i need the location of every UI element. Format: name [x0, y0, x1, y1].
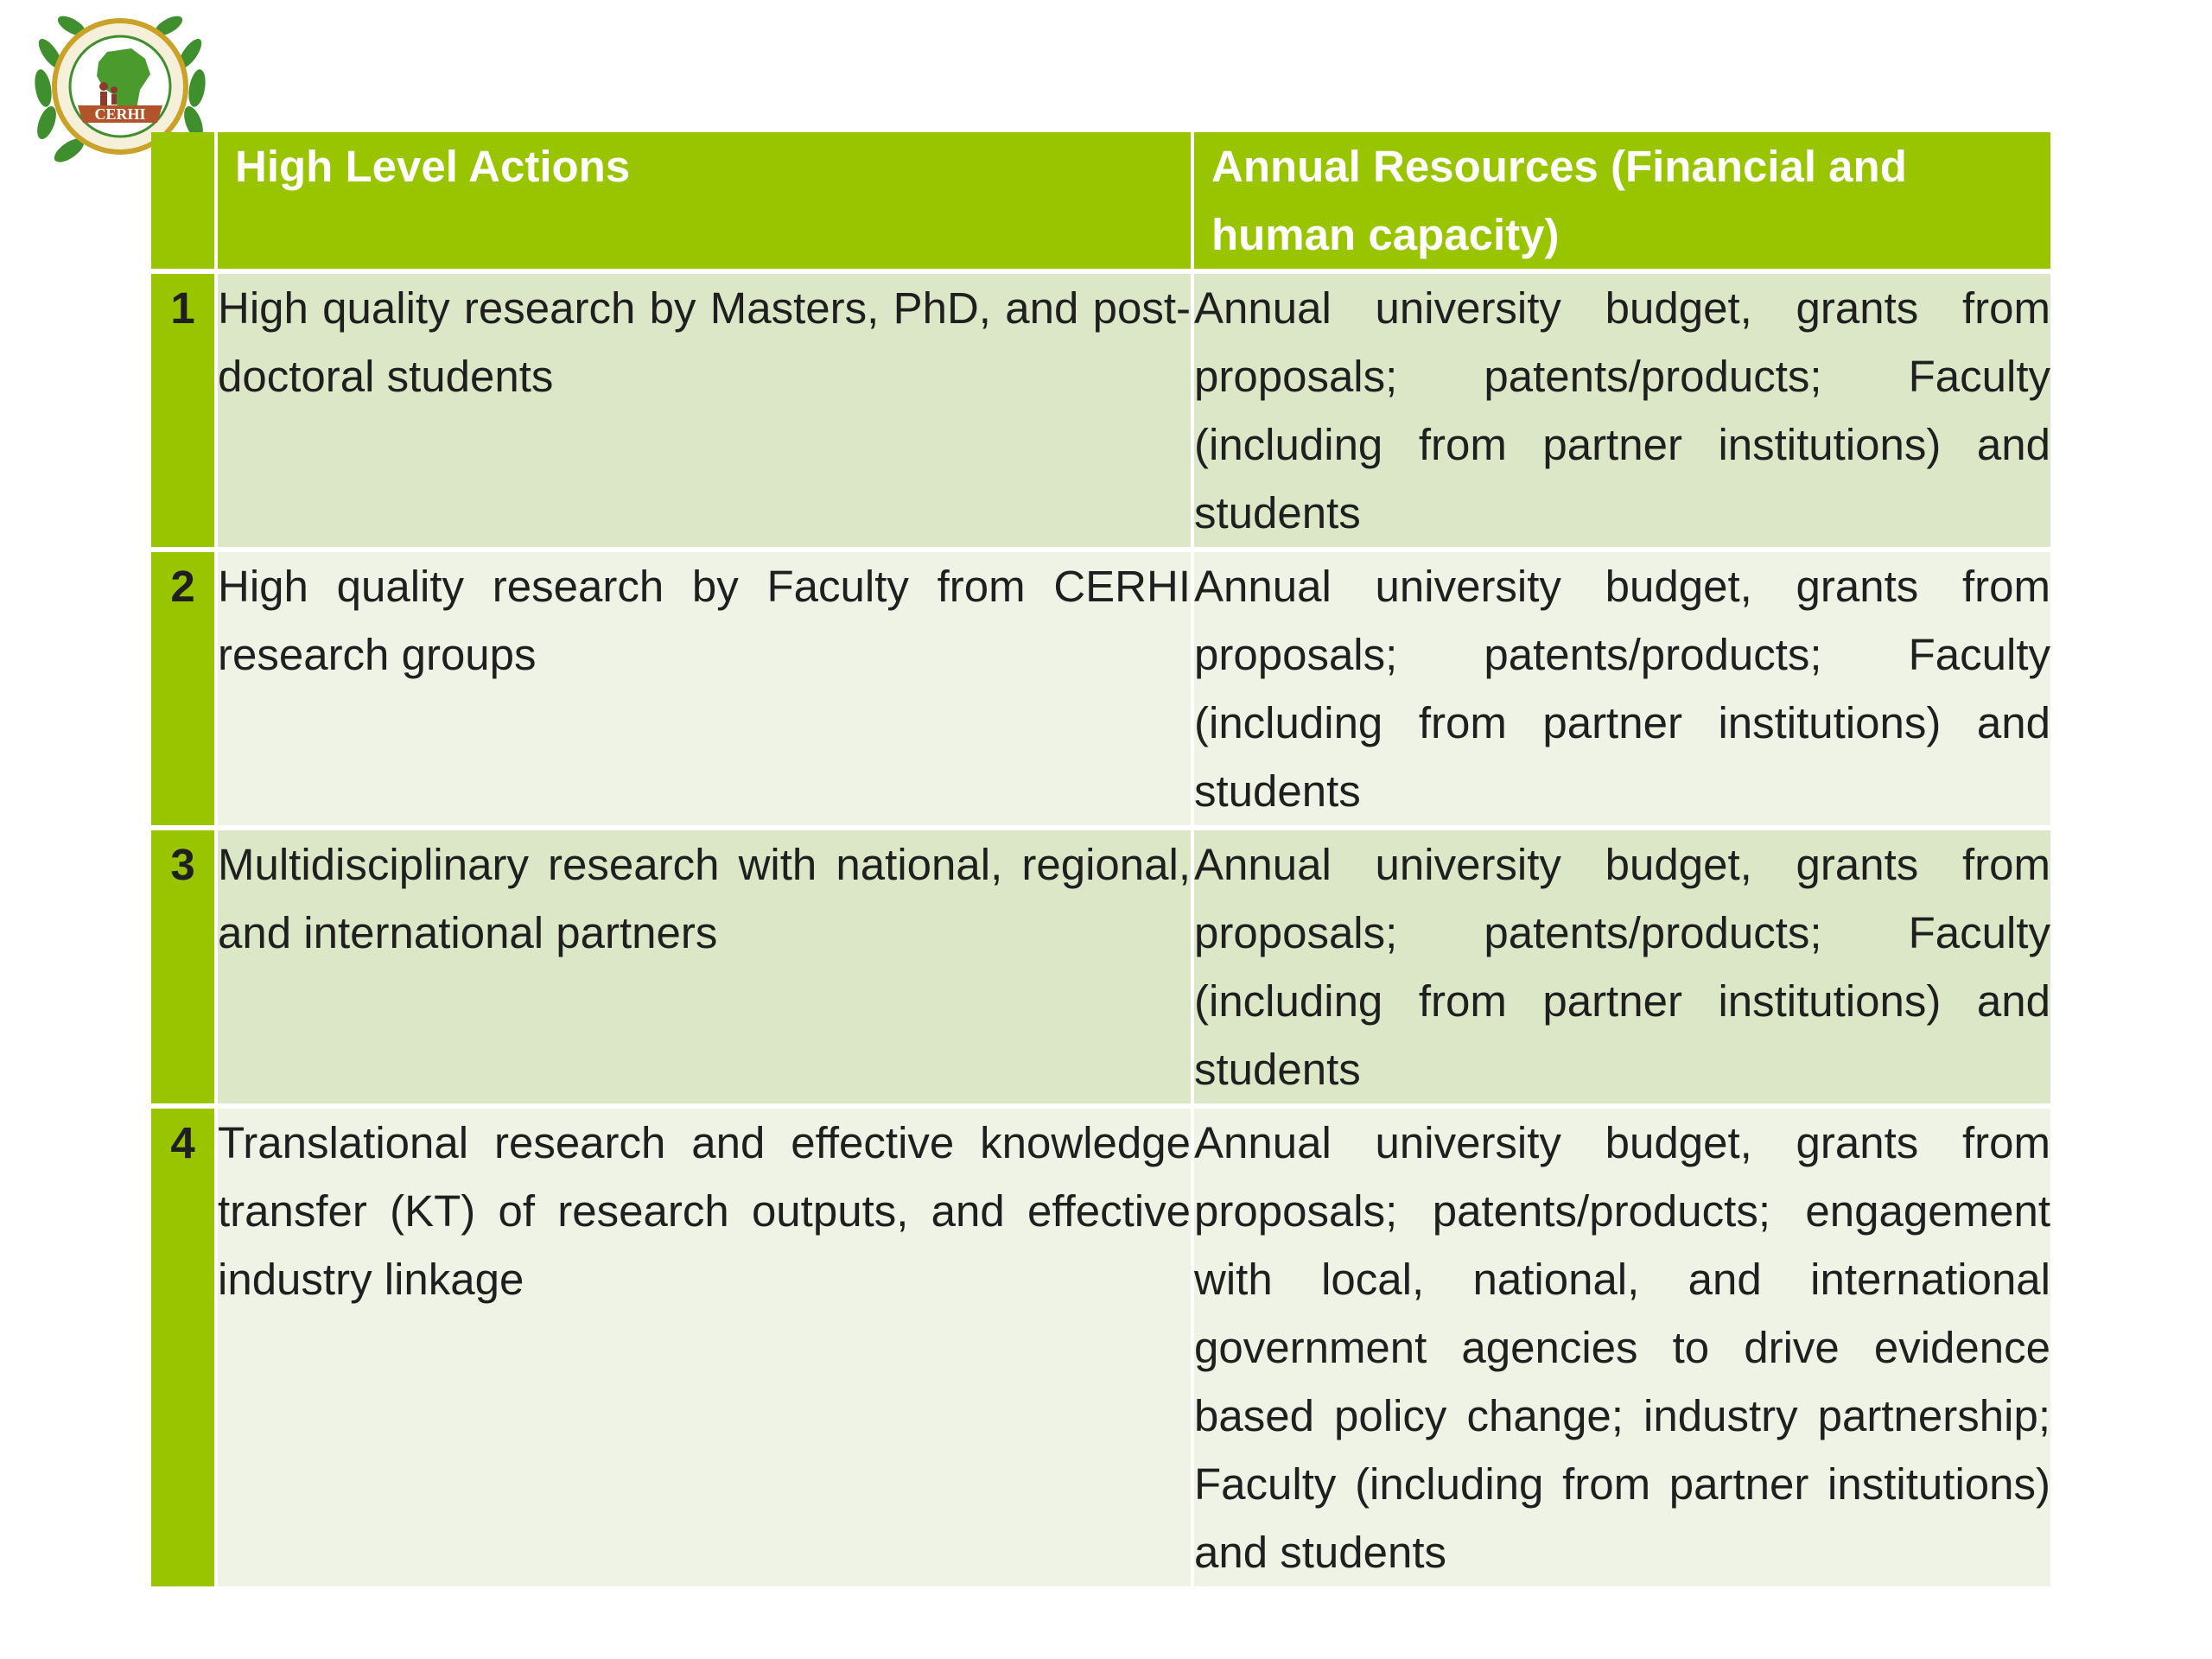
- row-number: 1: [151, 269, 218, 547]
- header-resources: Annual Resources (Financial and human capacity): [1194, 132, 2050, 269]
- row-number: 2: [151, 547, 218, 825]
- action-cell: High quality research by Faculty from CERHI research groups: [218, 547, 1194, 825]
- action-cell: Translational research and effective knowledge transfer (KT) of research outputs, and effective industry linkage: [218, 1103, 1194, 1586]
- table-header-row: [151, 132, 2050, 269]
- header-actions: High Level Actions: [218, 132, 1194, 269]
- table-row: [151, 547, 2050, 825]
- action-cell: High quality research by Masters, PhD, and post-doctoral students: [218, 269, 1194, 547]
- resources-cell: Annual university budget, grants from proposals; patents/products; Faculty (including from partner institutions) and students: [1194, 825, 2050, 1103]
- table-row: [151, 1103, 2050, 1586]
- resources-table: [151, 132, 2050, 1586]
- table-row: [151, 825, 2050, 1103]
- logo-text: CERHI: [94, 105, 146, 123]
- resources-cell: Annual university budget, grants from proposals; patents/products; engagement with local, national, and international government agencies to drive evidence based policy change; industry partnership; Faculty (including from partner institutions) and students: [1194, 1103, 2050, 1586]
- resources-cell: Annual university budget, grants from proposals; patents/products; Faculty (including from partner institutions) and students: [1194, 547, 2050, 825]
- table-row: [151, 269, 2050, 547]
- action-cell: Multidisciplinary research with national, regional, and international partners: [218, 825, 1194, 1103]
- resources-cell: Annual university budget, grants from proposals; patents/products; Faculty (including from partner institutions) and students: [1194, 269, 2050, 547]
- row-number: 4: [151, 1103, 218, 1586]
- row-number: 3: [151, 825, 218, 1103]
- header-number-cell: [151, 132, 218, 269]
